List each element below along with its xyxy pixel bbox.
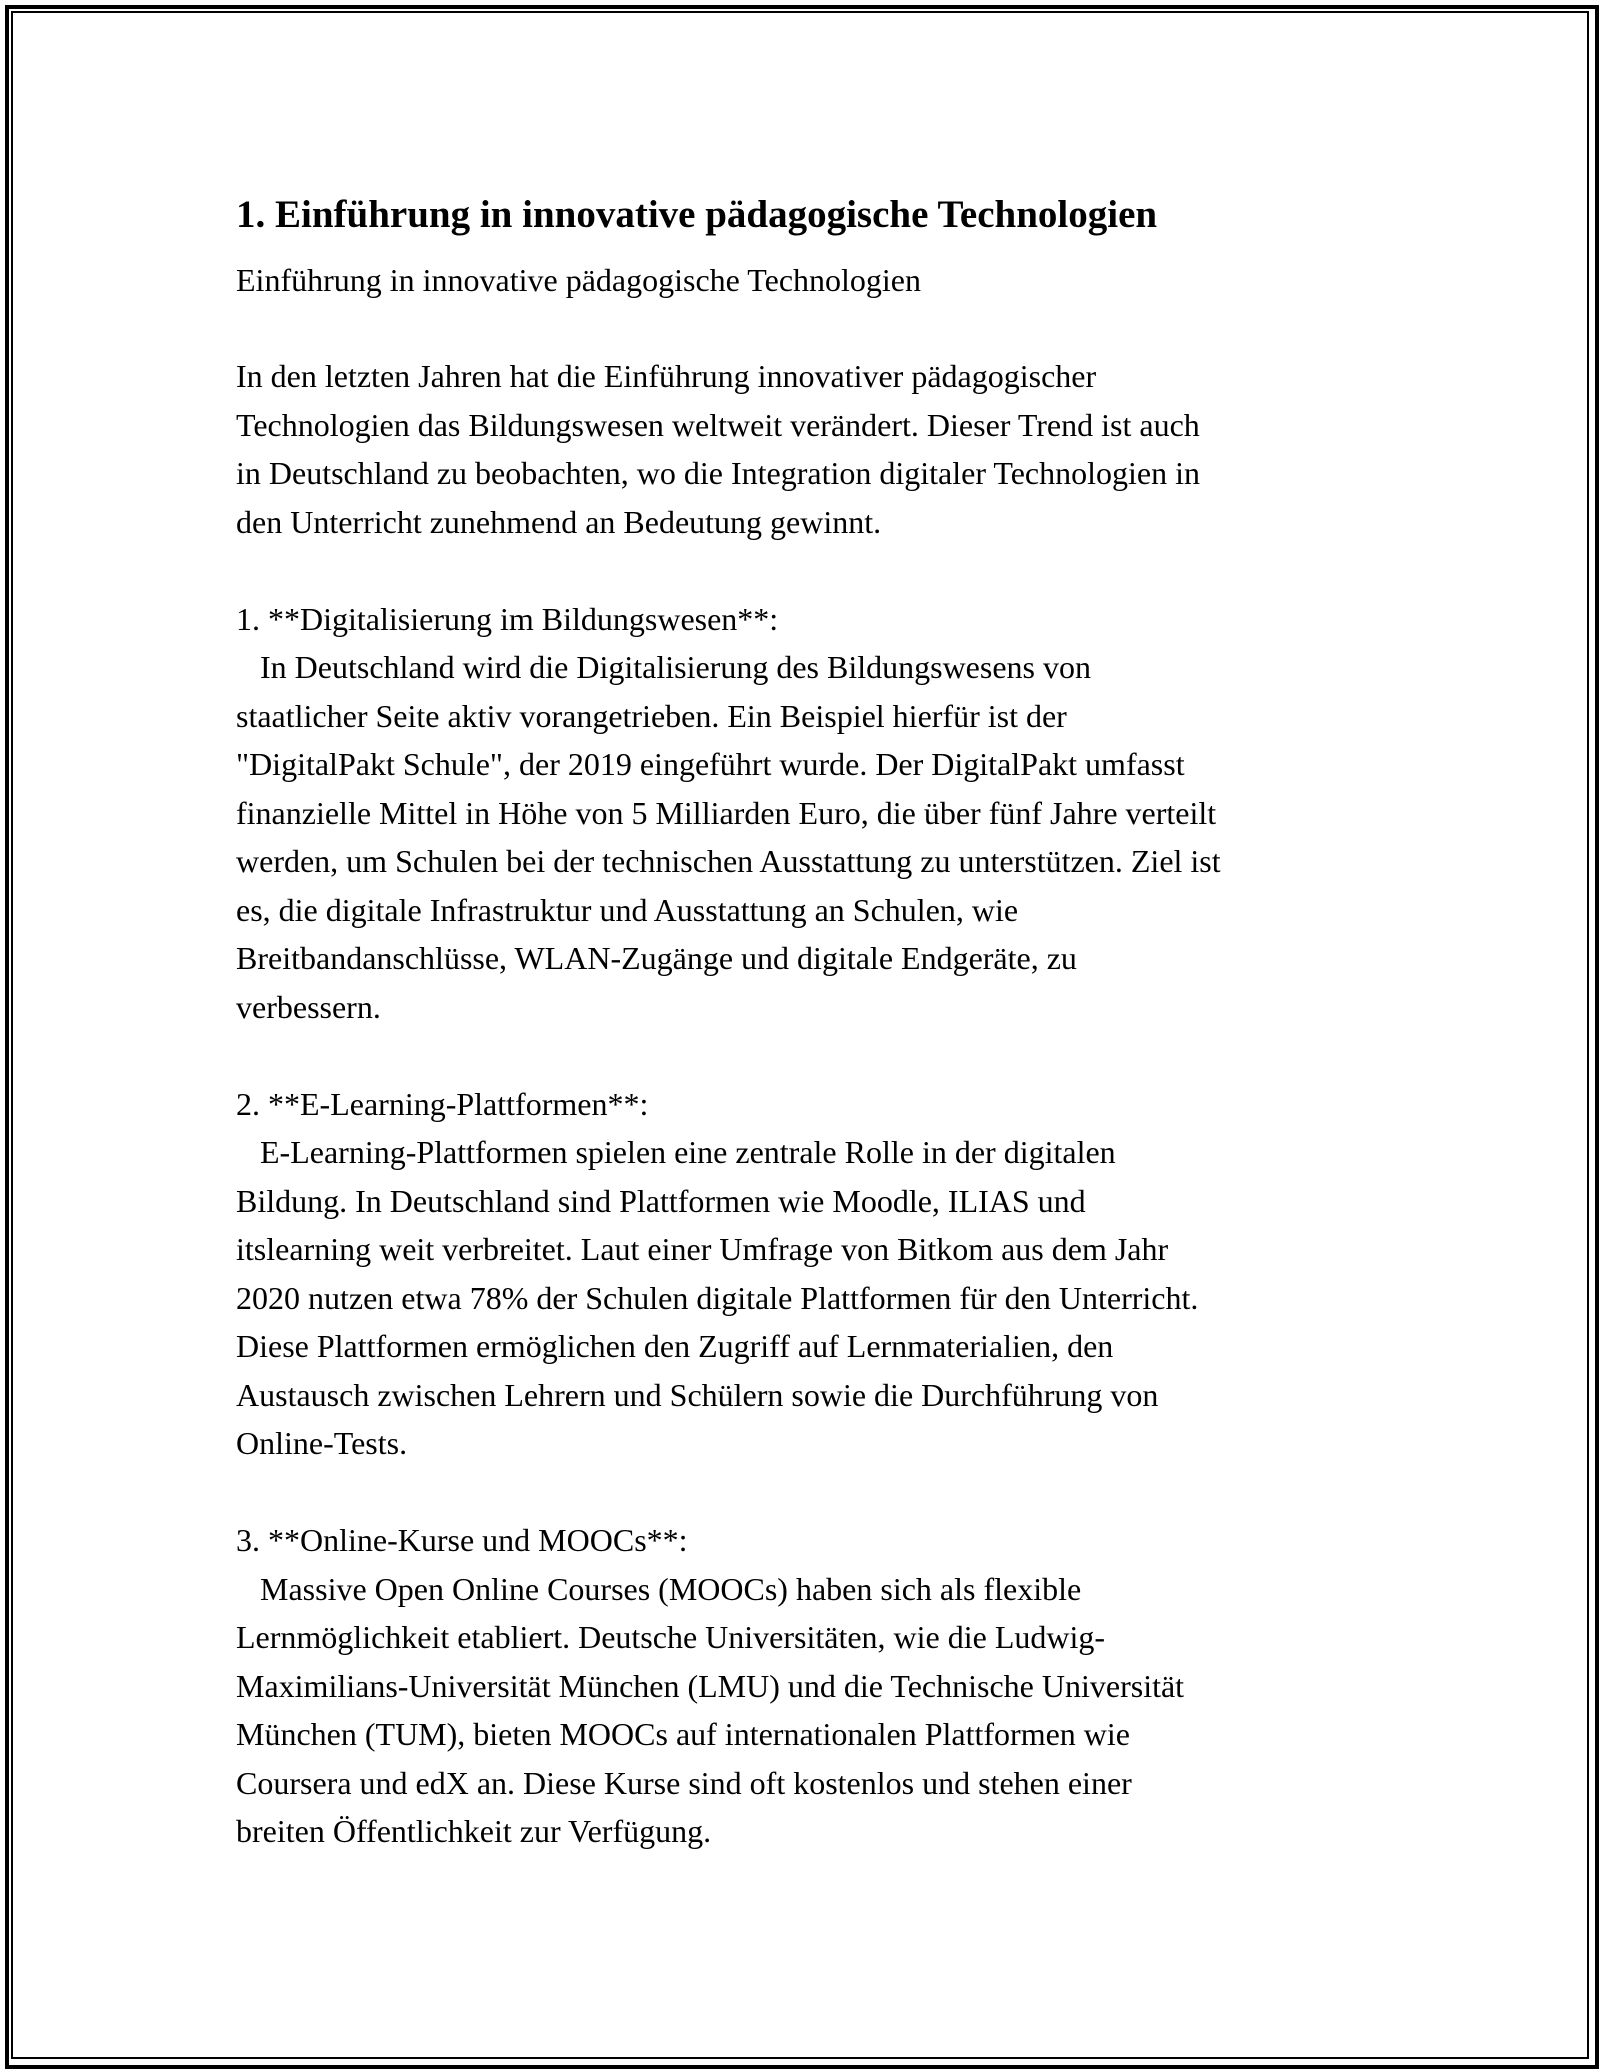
paragraph-line: Lernmöglichkeit etabliert. Deutsche Universitäten, wie die Ludwig- [236,1619,1106,1655]
paragraph-line: Online-Tests. [236,1425,408,1461]
section-title: 1. **Digitalisierung im Bildungswesen**: [236,600,779,637]
paragraph-line: itslearning weit verbreitet. Laut einer Umfrage von Bitkom aus dem Jahr [236,1231,1169,1267]
section-moocs [236,1516,1376,1856]
paragraph-line: in Deutschland zu beobachten, wo die Integration digitaler Technologien in [236,455,1200,491]
page-subtitle: Einführung in innovative pädagogische Technologien [236,262,921,298]
paragraph-line: In Deutschland wird die Digitalisierung des Bildungswesens von [236,649,1091,685]
paragraph-line: Technologien das Bildungswesen weltweit verändert. Dieser Trend ist auch [236,406,1200,443]
section-e-learning [236,1080,1376,1468]
paragraph-line: "DigitalPakt Schule", der 2019 eingeführt wurde. Der DigitalPakt umfasst [236,746,1185,782]
paragraph-line: werden, um Schulen bei der technischen Ausstattung zu unterstützen. Ziel ist [236,843,1221,879]
paragraph-line: 2020 nutzen etwa 78% der Schulen digitale Plattformen für den Unterricht. [236,1279,1199,1316]
section-digitalisierung [236,595,1376,1032]
paragraph-line: verbessern. [236,988,381,1025]
paragraph-line: den Unterricht zunehmend an Bedeutung gewinnt. [236,503,882,540]
paragraph-line: München (TUM), bieten MOOCs auf internationalen Plattformen wie [236,1716,1130,1752]
paragraph-line: breiten Öffentlichkeit zur Verfügung. [236,1813,712,1849]
paragraph-line: Austausch zwischen Lehrern und Schülern sowie die Durchführung von [236,1376,1159,1413]
page-title: 1. Einführung in innovative pädagogische Technologien [236,193,1158,236]
paragraph-line: Maximilians-Universität München (LMU) und die Technische Universität [236,1667,1185,1704]
paragraph-line: Bildung. In Deutschland sind Plattformen wie Moodle, ILIAS und [236,1182,1086,1219]
section-title: 3. **Online-Kurse und MOOCs**: [236,1522,688,1558]
paragraph-line: finanzielle Mittel in Höhe von 5 Milliarden Euro, die über fünf Jahre verteilt [236,794,1217,831]
paragraph-line: Coursera und edX an. Diese Kurse sind oft kostenlos und stehen einer [236,1764,1132,1801]
paragraph-line: Diese Plattformen ermöglichen den Zugriff auf Lernmaterialien, den [236,1328,1114,1364]
paragraph-line: Massive Open Online Courses (MOOCs) haben sich als flexible [236,1570,1082,1607]
paragraph-line: es, die digitale Infrastruktur und Ausstattung an Schulen, wie [236,891,1019,928]
paragraph-line: In den letzten Jahren hat die Einführung innovativer pädagogischer [236,358,1097,394]
document-body [236,186,1376,1904]
paragraph-line: Breitbandanschlüsse, WLAN-Zugänge und digitale Endgeräte, zu [236,940,1077,976]
paragraph-line: staatlicher Seite aktiv vorangetrieben. Ein Beispiel hierfür ist der [236,697,1067,734]
paragraph-line: E-Learning-Plattformen spielen eine zentrale Rolle in der digitalen [236,1134,1116,1170]
intro-paragraph [236,352,1376,546]
section-title: 2. **E-Learning-Plattformen**: [236,1085,649,1122]
